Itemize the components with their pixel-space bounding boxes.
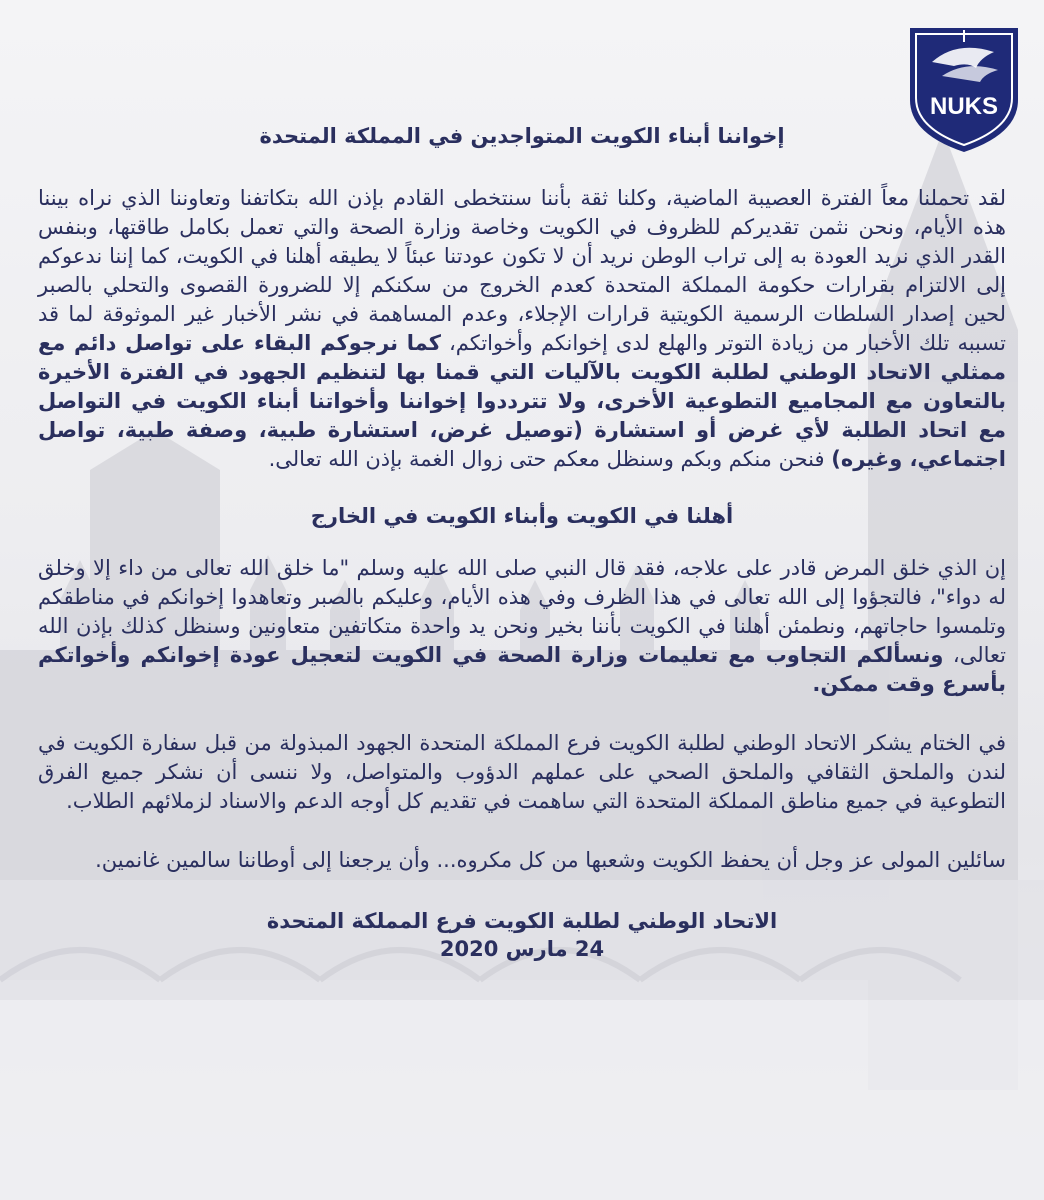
- logo-text: NUKS: [929, 93, 999, 120]
- paragraph-patience-text: إن الذي خلق المرض قادر على علاجه، فقد قال النبي صلى الله عليه وسلم "ما خلق الله تعالى من داء إلا وخلق له دواء"، فالتجؤوا إلى الله تعالى في هذا الظرف وفي هذه الأيام، وعليكم بالصبر وتعاهدوا إخوانكم في مناطقكم وتلمسوا حاجاتهم، ونطمئن أهلنا في الكويت بأننا بخير ونحن يد واحدة متكاتفين متعاونين وسنظل كذلك بإذن الله تعالى،: [38, 556, 1006, 667]
- statement-body: [38, 118, 1006, 963]
- paragraph-thanks: في الختام يشكر الاتحاد الوطني لطلبة الكويت فرع المملكة المتحدة الجهود المبذولة من قبل سفارة الكويت في لندن والملحق الثقافي والملحق الصحي على عملهم الدؤوب والمتواصل، ولا ننسى أن نشكر جميع الفرق التطوعية في جميع مناطق المملكة المتحدة التي ساهمت في تقديم كل أوجه الدعم والاسناد لزملائهم الطلاب.: [38, 731, 1006, 813]
- paragraph-patience-bold: ونسألكم التجاوب مع تعليمات وزارة الصحة في الكويت لتعجيل عودة إخوانكم وأخواتكم بأسرع وقت ممكن.: [38, 643, 1006, 696]
- signature-date: 24 مارس 2020: [439, 937, 605, 961]
- heading-families-kuwait: أهلنا في الكويت وأبناء الكويت في الخارج: [310, 504, 734, 528]
- paragraph-patience: [38, 554, 1006, 699]
- signature-block: [38, 907, 1006, 963]
- paragraph-prayer: سائلين المولى عز وجل أن يحفظ الكويت وشعبها من كل مكروه... وأن يرجعنا إلى أوطاننا سالمين غانمين.: [95, 848, 1006, 872]
- signature-org: الاتحاد الوطني لطلبة الكويت فرع المملكة المتحدة: [266, 909, 778, 933]
- paragraph-solidarity-bold: كما نرجوكم البقاء على تواصل دائم مع ممثلي الاتحاد الوطني لطلبة الكويت بالآليات التي قمنا بها لتنظيم الجهود في الفترة الأخيرة بالتعاون مع المجاميع التطوعية الأخرى، ولا تترددوا إخواننا وأخواتنا أبناء الكويت في التواصل مع اتحاد الطلبة لأي غرض أو استشارة (توصيل غرض، استشارة طبية، وصفة طبية، تواصل اجتماعي، وغيره): [38, 331, 1006, 471]
- heading-kuwaiti-students-uk: إخواننا أبناء الكويت المتواجدين في المملكة المتحدة: [259, 124, 785, 148]
- paragraph-solidarity: [38, 184, 1006, 474]
- paragraph-solidarity-end: فنحن منكم وبكم وسنظل معكم حتى زوال الغمة بإذن الله تعالى.: [268, 447, 825, 471]
- paragraph-solidarity-text: لقد تحملنا معاً الفترة العصيبة الماضية، وكلنا ثقة بأننا سنتخطى القادم بإذن الله بتكاتفنا وتعاوننا الذي نراه بيننا هذه الأيام، ونحن نثمن تقديركم للظروف في الكويت وخاصة وزارة الصحة والتي تعمل بكامل طاقتها، وبنفس القدر الذي نريد العودة به إلى تراب الوطن نريد أن لا تكون عودتنا عبئاً لا يطيقه أهلنا في الكويت، كما إننا ندعوكم إلى الالتزام بقرارات حكومة المملكة المتحدة كعدم الخروج من سكنكم إلا للضرورة القصوى والتحلي بالصبر لحين إصدار السلطات الرسمية الكويتية قرارات الإجلاء، وعدم المساهمة في نشر الأخبار غير الموثوقة لما قد تسببه تلك الأخبار من زيادة التوتر والهلع لدى إخوانكم وأخواتكم،: [38, 186, 1006, 355]
